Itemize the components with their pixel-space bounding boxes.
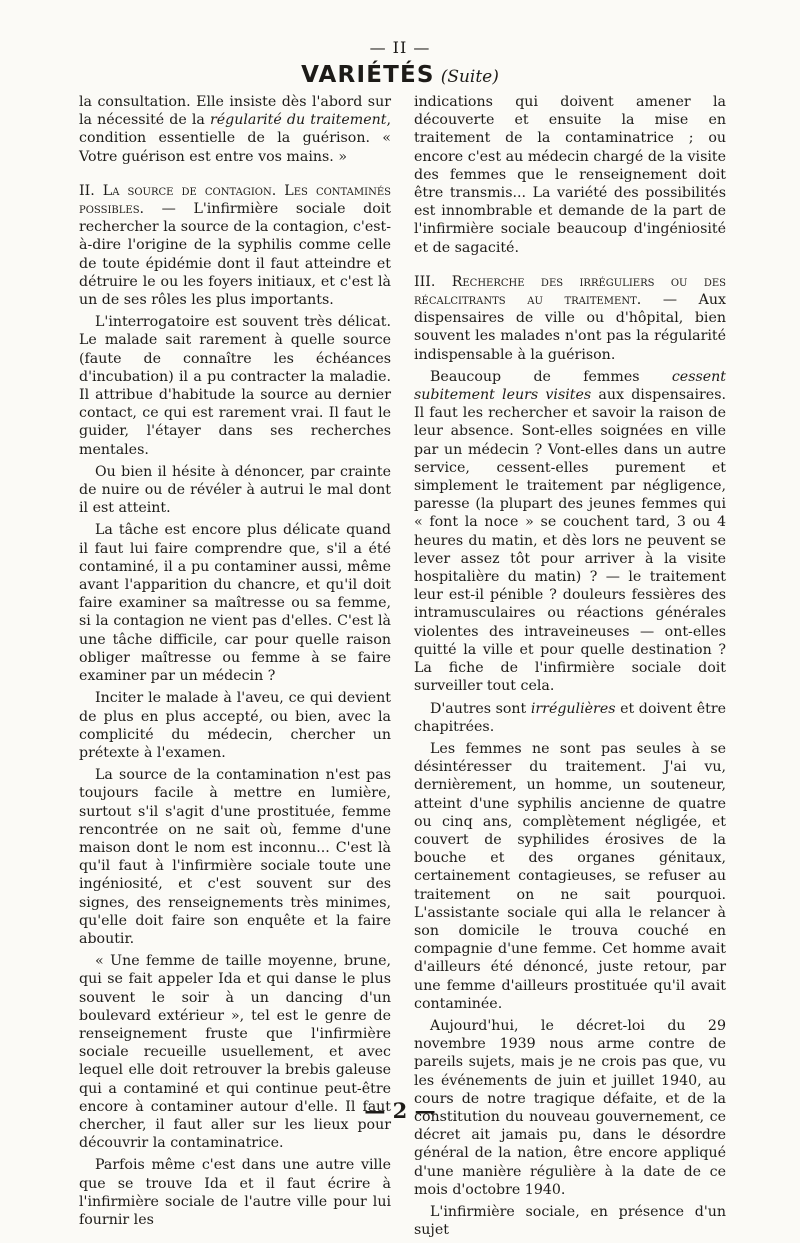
paragraph: Parfois même c'est dans une autre ville que se trouve Ida et il faut écrire à l'infirmière sociale de l'autre ville pour lui fournir les <box>79 1157 391 1228</box>
section-heading: III. Recherche des irréguliers ou des récalcitrants au traitement. <box>414 273 726 309</box>
emphasis: irrégulières <box>530 700 616 717</box>
section-3: III. Recherche des irréguliers ou des récalcitrants au traitement. — Aux dispensaires de ville ou d'hôpital, bien souvent les malades n'ont pas la régularité indispensable à la guérison. <box>414 273 726 363</box>
paragraph: « Une femme de taille moyenne, brune, qui se fait appeler Ida et qui danse le plus souvent le soir à un dancing d'un boulevard extérieur », tel est le genre de renseignement fruste que l'infirmière sociale recueille usuellement, et avec lequel elle doit retrouver la brebis galeuse qui a contaminé et qui continue peut-être encore à contaminer autour d'elle. Il faut chercher, il faut aller sur les lieux pour découvrir la contaminatrice. <box>79 953 391 1152</box>
paragraph: L'interrogatoire est souvent très délicat. Le malade sait rarement à quelle source (faute de connaître les échéances d'incubation) il a pu contracter la maladie. Il attribue d'habitude la source au dernier contact, ce qui est rarement vrai. Il faut le guider, l'étayer dans ses recherches mentales. <box>79 314 391 458</box>
paragraph: indications qui doivent amener la découverte et ensuite la mise en traitement de la contaminatrice ; ou encore c'est au médecin chargé de la visite des femmes que le renseignement doit être transmis... La variété des possibilités est innombrable et demande de la part de l'infirmière sociale beaucoup d'ingéniosité et de sagacité. <box>414 94 726 256</box>
paragraph: la consultation. Elle insiste dès l'abord sur la nécessité de la régularité du traitement, condition essentielle de la guérison. « Votre guérison est entre vos mains. » <box>79 94 391 165</box>
paragraph: Les femmes ne sont pas seules à se désintéresser du traitement. J'ai vu, dernièrement, un homme, un souteneur, atteint d'une syphilis ancienne de quatre ou cinq ans, complètement négligée, et couvert de syphilides érosives de la bouche et des organes génitaux, certainement contagieuses, se refuser au traitement on ne sait pourquoi. L'assistante sociale qui alla le relancer à son domicile le trouva couché en compagnie d'une femme. Cet homme avait d'ailleurs été dénoncé, juste retour, par une femme d'ailleurs prostituée qu'il avait contaminée. <box>414 740 726 1012</box>
page-number: — 2 — <box>364 1098 436 1123</box>
title-varietes: VARIÉTÉS <box>301 62 435 88</box>
paragraph: La source de la contamination n'est pas toujours facile à mettre en lumière, surtout s'il s'agit d'une prostituée, femme rencontrée on ne sait où, femme d'une maison dont le nom est inconnu... C'est là qu'il faut à l'infirmière sociale toute une ingéniosité, et c'est souvent sur des signes, des renseignements très minimes, qu'elle doit faire son enquête et la faire aboutir. <box>79 767 391 947</box>
paragraph: D'autres sont irrégulières et doivent être chapitrées. <box>414 700 726 735</box>
paragraph: Ou bien il hésite à dénoncer, par crainte de nuire ou de révéler à autrui le mal dont il est atteint. <box>79 463 391 517</box>
page-top-number: — II — <box>369 38 431 57</box>
paragraph: Aujourd'hui, le décret-loi du 29 novembre 1939 nous arme contre de pareils sujets, mais je ne crois pas que, vu les événements de juin et juillet 1940, au cours de notre tragique défaite, et de la constitution du nouveau gouvernement, ce décret ait jamais pu, dans le désordre général de la nation, être encore appliqué d'une manière régulière à la date de ce mois d'octobre 1940. <box>414 1017 726 1198</box>
right-column <box>414 93 726 1243</box>
paragraph: La tâche est encore plus délicate quand il faut lui faire comprendre que, s'il a été contaminé, il a pu contaminer aussi, même avant l'apparition du chancre, et qu'il doit faire examiner sa maîtresse ou sa femme, si la contagion ne vient pas d'elles. C'est là une tâche difficile, car pour quelle raison obliger maîtresse ou femme à se faire examiner par un médecin ? <box>79 522 391 685</box>
paragraph: Beaucoup de femmes cessent subitement leurs visites aux dispensaires. Il faut les rechercher et savoir la raison de leur absence. Sont-elles soignées en ville par un médecin ? Vont-elles dans un autre service, cessent-elles purement et simplement le traitement par négligence, paresse (la plupart des jeunes femmes qui « font la noce » se couchent tard, 3 ou 4 heures du matin, et dès lors ne peuvent se lever assez tôt pour arriver à la visite hospitalière du matin) ? — le traitement leur est-il pénible ? douleurs fessières des intramusculaires ou réactions générales violentes des intraveineuses — ont-elles quitté la ville et pour quelle destination ? La fiche de l'infirmière sociale doit surveiller tout cela. <box>414 368 726 695</box>
title-suite: (Suite) <box>440 67 499 87</box>
paragraph: L'infirmière sociale, en présence d'un sujet <box>414 1203 726 1239</box>
left-column <box>79 93 391 1233</box>
section-2: II. La source de contagion. Les contaminés possibles. — L'infirmière sociale doit rechercher la source de la contagion, c'est-à-dire l'origine de la syphilis comme celle de toute épidémie dont il faut atteindre et détruire le ou les foyers initiaux, et c'est là un de ses rôles les plus importants. <box>79 182 391 309</box>
emphasis: régularité du traitement <box>209 112 387 129</box>
emphasis: cessent subitement leurs visites <box>414 368 726 404</box>
paragraph: Inciter le malade à l'aveu, ce qui devient de plus en plus accepté, ou bien, avec la complicité du médecin, chercher un prétexte à l'examen. <box>79 690 391 761</box>
section-title <box>0 62 800 88</box>
section-heading: II. La source de contagion. Les contaminés possibles. <box>79 182 391 218</box>
